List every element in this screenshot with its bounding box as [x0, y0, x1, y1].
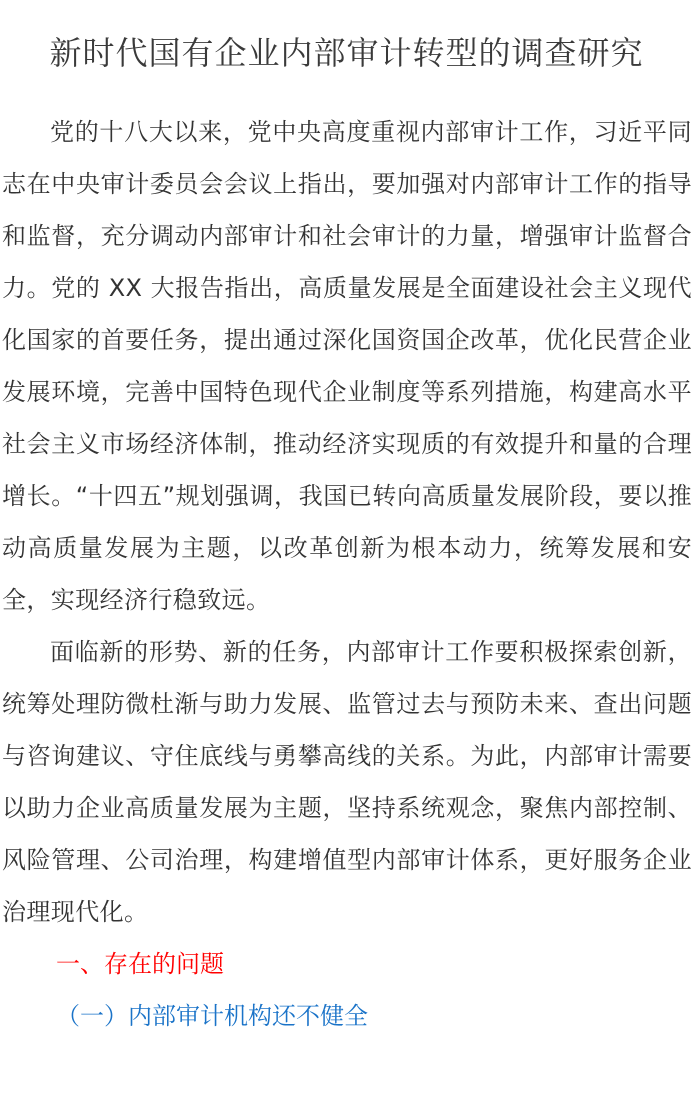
- document-title: 新时代国有企业内部审计转型的调查研究: [49, 34, 644, 72]
- paragraph-situation: 面临新的形势、新的任务，内部审计工作要积极探索创新，统筹处理防微杜渐与助力发展、监管过去与预防未来、查出问题与咨询建议、守住底线与勇攀高线的关系。为此，内部审计需要以助力企业高质量发展为主题，坚持系统观念，聚焦内部控制、风险管理、公司治理，构建增值型内部审计体系，更好服务企业治理现代化。: [2, 638, 692, 926]
- document-body: [2, 106, 692, 1042]
- paragraph-intro: 党的十八大以来，党中央高度重视内部审计工作，习近平同志在中央审计委员会会议上指出，要加强对内部审计工作的指导和监督，充分调动内部审计和社会审计的力量，增强审计监督合力。党的 XX 大报告指出，高质量发展是全面建设社会主义现代化国家的首要任务，提出通过深化国资国企改革，优化民营企业发展环境，完善中国特色现代企业制度等系列措施，构建高水平社会主义市场经济体制，推动经济实现质的有效提升和量的合理增长。“十四五”规划强调，我国已转向高质量发展阶段，要以推动高质量发展为主题，以改革创新为根本动力，统筹发展和安全，实现经济行稳致远。: [2, 118, 692, 614]
- subsection-heading: （一）内部审计机构还不健全: [56, 1002, 368, 1030]
- section-heading: 一、存在的问题: [56, 950, 224, 978]
